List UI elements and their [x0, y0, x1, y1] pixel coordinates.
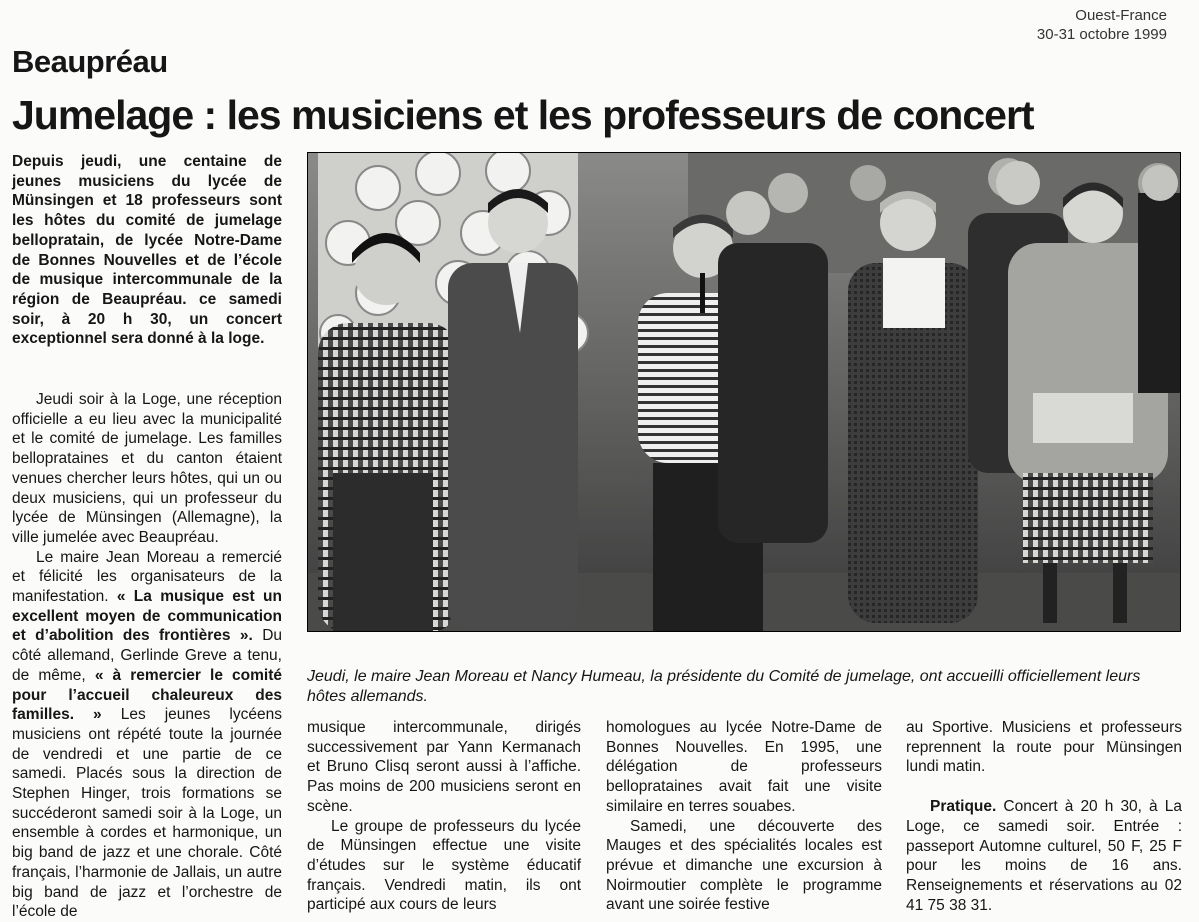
pratique-paragraph	[906, 797, 1182, 915]
mayor-quote: « La musique est un excellent moyen de communication et d’abolition des frontières ».	[12, 588, 282, 645]
pratique-text: Concert à 20 h 30, à La Loge, ce samedi soir. Entrée : passeport Automne culturel, 50 F, 25 F pour les moins de 16 ans. Renseignements et réservations au 02 41 75 38 31.	[906, 798, 1182, 914]
greve-quote: « à remercier le comité pour l’accueil chaleureux des familles. »	[12, 666, 283, 724]
headline: Jumelage : les musiciens et les professeurs de concert	[12, 92, 1034, 138]
photo-caption: Jeudi, le maire Jean Moreau et Nancy Humeau, la présidente du Comité de jumelage, ont accueilli officiellement leurs hôtes allemands.	[307, 668, 1141, 705]
col1-text-a: Le maire Jean Moreau a remercié et félicité les organisateurs de la manifestation.	[12, 548, 282, 606]
column-3	[606, 718, 882, 915]
col1-text-c: Les jeunes lycéens musiciens ont répété toute la journée de vendredi et une partie de ce samedi. Placés sous la direction de Stephen Hinger, trois formations se succéderont samedi soir à la Loge, un ensemble à cordes et harmonique, un big band de jazz et une chorale. Côté français, l’harmonie de Jallais, un autre big band de jazz et l’orchestre de l’école de	[12, 706, 282, 921]
source-block	[1037, 6, 1167, 44]
col2-paragraph-2: Le groupe de professeurs du lycée de Münsingen effectue une visite d’études sur le système éducatif français. Vendredi matin, ils ont participé aux cours de leurs	[307, 817, 581, 914]
publication-date: 30-31 octobre 1999	[1036, 26, 1167, 43]
col3-paragraph-2: Samedi, une découverte des Mauges et des spécialités locales est prévue et dimanche une excursion à Noirmoutier complète le programme avant une soirée festive	[606, 817, 882, 914]
col1-text-b: Du côté allemand, Gerlinde Greve a tenu, de même,	[12, 627, 283, 684]
col3-paragraph-1: homologues au lycée Notre-Dame de Bonnes Nouvelles. En 1995, une délégation de professeurs belloprataines avait fait une visite similaire en terres souabes.	[606, 719, 882, 815]
section-title: Beaupréau	[12, 44, 168, 79]
pratique-label: Pratique.	[930, 798, 997, 816]
column-1	[12, 390, 282, 922]
photo-illustration	[308, 153, 1181, 632]
lead-paragraph: Depuis jeudi, une centaine de jeunes musiciens du lycée de Münsingen et 18 professeurs sont les hôtes du comité de jumelage bellopratain, de lycée Notre-Dame de Bonnes Nouvelles et de l’école de musique intercommunale de la région de Beaupréau. ce samedi soir, à 20 h 30, un concert exceptionnel sera donné à la loge.	[12, 153, 282, 348]
newspaper-name: Ouest-France	[1075, 7, 1167, 24]
column-4	[906, 718, 1182, 915]
col2-paragraph-1: musique intercommunale, dirigés successivement par Yann Kermanach et Bruno Clisq seront aussi à l’affiche. Pas moins de 200 musiciens seront en scène.	[307, 719, 581, 815]
col4-paragraph-1: au Sportive. Musiciens et professeurs reprennent la route pour Münsingen lundi matin.	[906, 719, 1182, 776]
col1-paragraph-1: Jeudi soir à la Loge, une réception officielle a eu lieu avec la municipalité et le comité de jumelage. Les familles belloprataines et du canton étaient venues chercher leurs hôtes, qui un ou deux musiciens, qui un professeur du lycée de Münsingen (Allemagne), la ville jumelée avec Beaupréau.	[12, 391, 282, 546]
event-photo	[307, 152, 1181, 632]
col1-paragraph-2	[12, 548, 282, 922]
column-2	[307, 718, 581, 915]
